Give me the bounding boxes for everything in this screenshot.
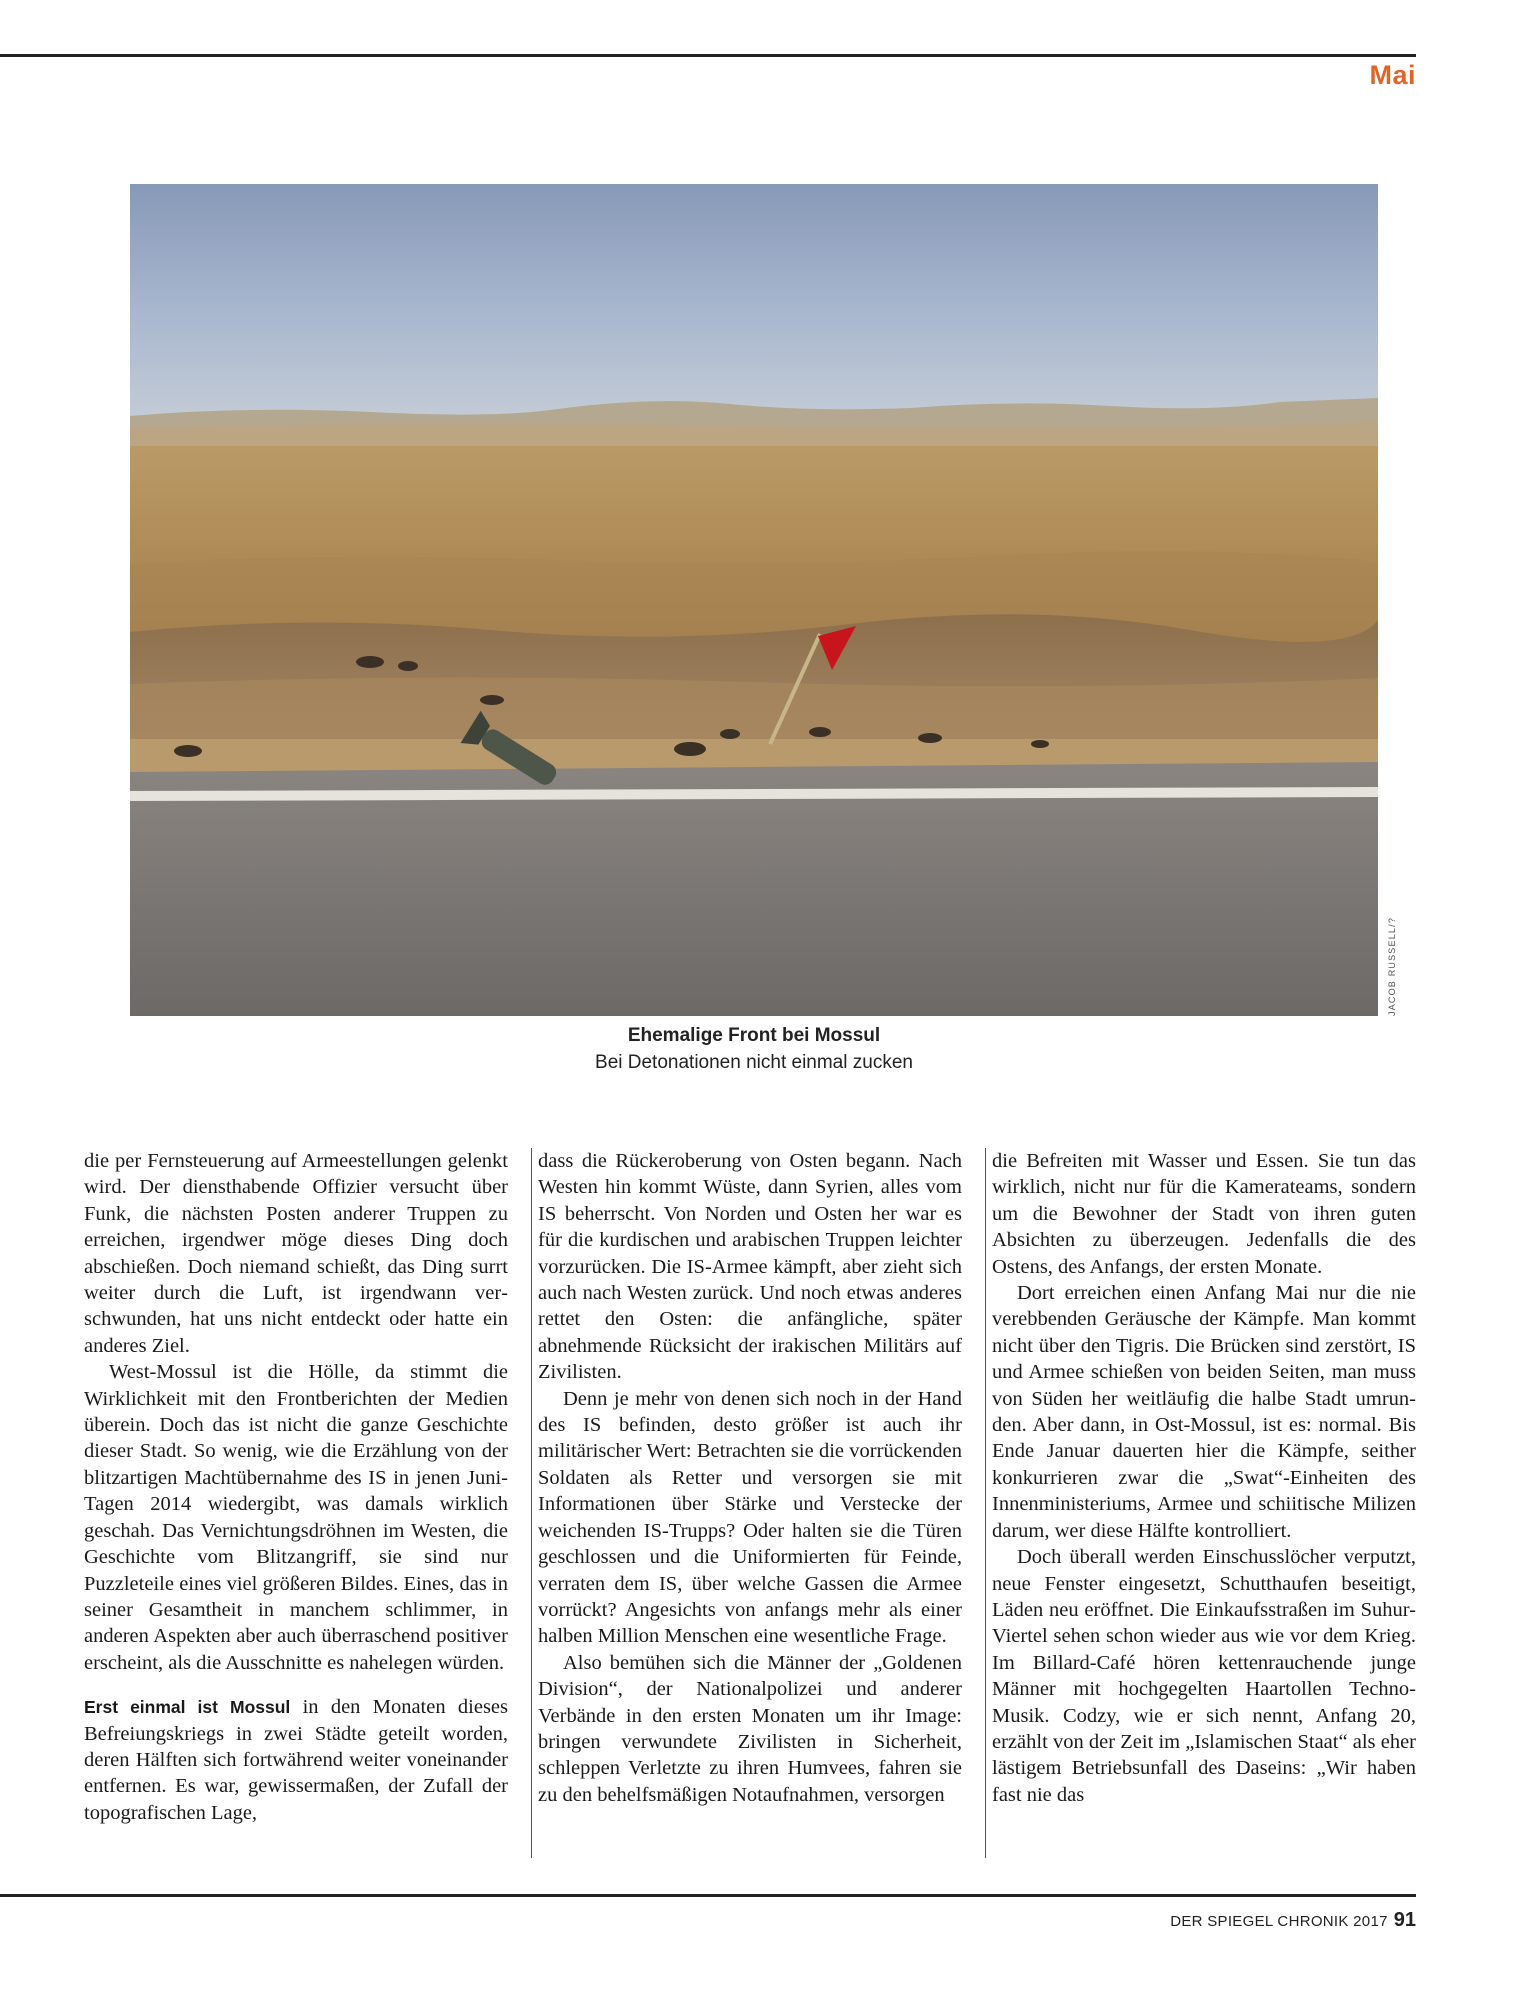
article-column-3 — [992, 1148, 1416, 1866]
paragraph: dass die Rückeroberung von Osten begann. Nach Westen hin kommt Wüste, dann Syrien, alles vom IS beherrscht. Von Norden und Osten her war es für die kurdischen und arabischen Truppen leichter vorzurücken. Die IS-Armee kämpft, aber zieht sich auch nach Westen zurück. Und noch etwas anderes rettet den Osten: die anfängliche, später abnehmende Rücksicht der irakischen Militärs auf Zivilisten. — [538, 1150, 962, 1384]
paragraph: die per Fernsteuerung auf Armeestellungen gelenkt wird. Der diensthabende Offizier versucht über Funk, die nächsten Posten anderer Truppen zu erreichen, irgendwer möge dieses Ding doch abschießen. Doch niemand schießt, das Ding surrt weiter durch die Luft, ist irgendwann verschwunden, hat uns nicht entdeckt oder hatte ein anderes Ziel. — [84, 1150, 508, 1357]
paragraph: die Befreiten mit Wasser und Essen. Sie tun das wirklich, nicht nur für die Kamerateams, sondern um die Bewohner der Stadt von ihren guten Absichten zu überzeugen. Jedenfalls die des Ostens, des Anfangs, der ersten Monate. — [992, 1150, 1416, 1278]
caption-text: Bei Detonationen nicht einmal zucken — [595, 1052, 913, 1073]
page-footer — [1170, 1909, 1416, 1932]
paragraph: Denn je mehr von denen sich noch in der Hand des IS befinden, desto größer ist auch ihr militärischer Wert: Betrachten sie die vorrückenden Soldaten als Retter und versorgen sie mit Informationen über Stärke und Verstecke der weichenden IS-Trupps? Oder halten sie die Türen geschlossen und die Uniformierten für Feinde, verraten dem IS, über welche Gassen die Armee vorrückt? Angesichts von anfangs mehr als einer halben Million Menschen eine wesentliche Frage. — [538, 1387, 962, 1648]
article-column-2 — [538, 1148, 962, 1866]
caption-title: Ehemalige Front bei Mossul — [627, 1025, 881, 1046]
page-number: 91 — [1393, 1909, 1416, 1931]
landscape-photo-drawing — [130, 184, 1378, 1016]
paragraph-text: in den Monaten dieses Befreiungskriegs in zwei Städte geteilt worden, deren Hälften sich fortwährend weiter voneinander entfernen. Es war, gewissermaßen, der Zufall der topografischen Lage, — [84, 1696, 508, 1824]
lead-in: Erst einmal ist Mossul — [84, 1697, 291, 1718]
paragraph: West-Mossul ist die Hölle, da stimmt die Wirklichkeit mit den Frontberichten der Medien überein. Doch das ist nicht die ganze Geschichte dieser Stadt. So wenig, wie die Erzählung von der blitzartigen Machtübernahme des IS in jenen Juni-Tagen 2014 wiedergibt, was damals wirklich geschah. Das Vernichtungsdröhnen im Westen, die Geschichte vom Blitzangriff, sie sind nur Puzzleteile eines viel größeren Bildes. Eines, das in seiner Gesamtheit in manchem schlimmer, in anderen Aspekten aber auch überraschend positiver erscheint, als die Ausschnitte es nahelegen würden. — [84, 1361, 508, 1674]
article-column-1 — [84, 1148, 508, 1866]
paragraph: Dort erreichen einen Anfang Mai nur die nie verebbenden Geräusche der Kämpfe. Man kommt nicht über den Tigris. Die Brücken sind zerstört, IS und Armee schießen von beiden Seiten, man muss von Süden her weitläufig die halbe Stadt umrunden. Aber dann, in Ost-Mossul, ist es: normal. Bis Ende Januar dauerten hier die Kämpfe, seither konkurrieren zwar die „Swat“-Einheiten des Innenministeriums, Armee und schiitische Milizen darum, wer diese Hälfte kontrolliert. — [992, 1282, 1416, 1542]
publication-name: DER SPIEGEL CHRONIK 2017 — [1170, 1913, 1388, 1930]
paragraph: Doch überall werden Einschusslöcher verputzt, neue Fenster eingesetzt, Schutthaufen beseitigt, Läden neu eröffnet. Die Einkaufsstraßen im Suhur-Viertel sehen schon wieder aus wie vor dem Krieg. Im Billard-Café hören kettenrauchende junge Männer mit hochgegelten Haartollen Techno-Musik. Codzy, wie er sich nennt, Anfang 20, erzählt von der Zeit im „Islamischen Staat“ als eher lästigem Betriebsunfall des Daseins: „Wir haben fast nie das — [992, 1546, 1416, 1806]
landscape-photo — [130, 184, 1378, 1016]
paragraph: Also bemühen sich die Männer der „Goldenen Division“, der Nationalpolizei und anderer Verbände in den ersten Monaten um ihr Image: bringen verwundete Zivilisten in Sicherheit, schleppen Verletzte zu ihren Humvees, fahren sie zu den behelfsmäßigen Notaufnahmen, versorgen — [538, 1651, 962, 1806]
section-label: Mai — [1369, 60, 1416, 90]
photo-credit: JACOB RUSSELL/? — [1387, 916, 1397, 1016]
article-body — [84, 1148, 1416, 1866]
top-rule — [0, 54, 1416, 57]
paragraph-lead — [84, 1694, 508, 1826]
bottom-rule — [0, 1894, 1416, 1897]
photo-caption — [130, 1025, 1378, 1074]
